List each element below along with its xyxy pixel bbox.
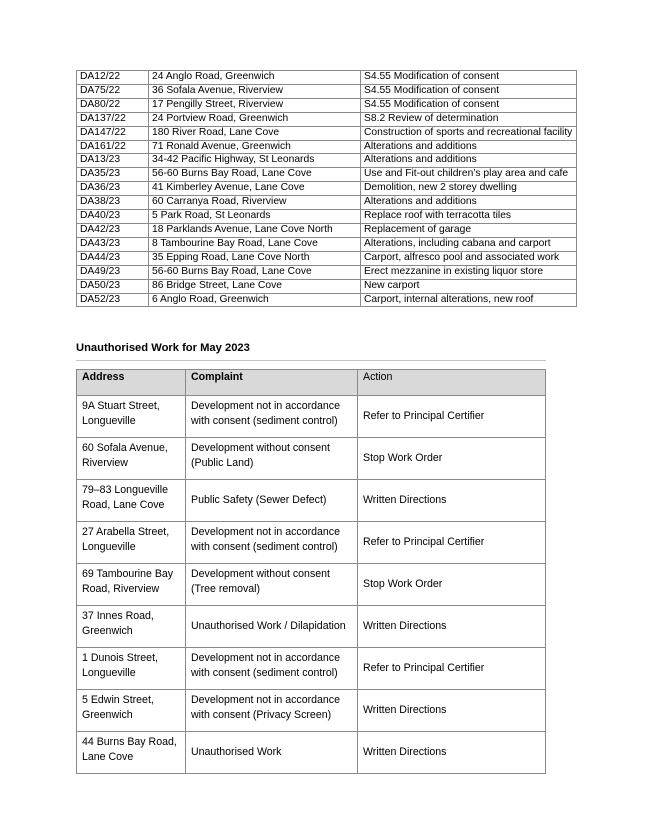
uw-address: 44 Burns Bay Road, Lane Cove [77, 732, 186, 774]
uw-action: Refer to Principal Certifier [358, 522, 546, 564]
da-description: S4.55 Modification of consent [361, 84, 577, 98]
da-table [76, 70, 577, 307]
da-address: 24 Anglo Road, Greenwich [149, 71, 361, 85]
da-address: 36 Sofala Avenue, Riverview [149, 84, 361, 98]
da-number: DA50/23 [77, 279, 149, 293]
da-description: Alterations and additions [361, 196, 577, 210]
da-number: DA40/23 [77, 210, 149, 224]
table-row [77, 251, 577, 265]
da-description: Erect mezzanine in existing liquor store [361, 265, 577, 279]
da-number: DA75/22 [77, 84, 149, 98]
uw-action: Written Directions [358, 732, 546, 774]
column-header-action: Action [358, 370, 546, 396]
da-address: 5 Park Road, St Leonards [149, 210, 361, 224]
table-row [77, 265, 577, 279]
da-address: 17 Pengilly Street, Riverview [149, 98, 361, 112]
table-row [77, 154, 577, 168]
da-address: 35 Epping Road, Lane Cove North [149, 251, 361, 265]
da-address: 8 Tambourine Bay Road, Lane Cove [149, 237, 361, 251]
da-number: DA12/22 [77, 71, 149, 85]
da-address: 71 Ronald Avenue, Greenwich [149, 140, 361, 154]
uw-complaint: Unauthorised Work / Dilapidation [186, 606, 358, 648]
da-address: 24 Portview Road, Greenwich [149, 112, 361, 126]
uw-address: 60 Sofala Avenue, Riverview [77, 438, 186, 480]
da-address: 180 River Road, Lane Cove [149, 126, 361, 140]
da-number: DA42/23 [77, 223, 149, 237]
uw-complaint: Development without consent (Tree removal) [186, 564, 358, 606]
table-row [77, 732, 546, 774]
da-description: S4.55 Modification of consent [361, 71, 577, 85]
da-description: Alterations, including cabana and carport [361, 237, 577, 251]
uw-address: 1 Dunois Street, Longueville [77, 648, 186, 690]
uw-complaint: Development not in accordance with consent (sediment control) [186, 522, 358, 564]
uw-complaint: Unauthorised Work [186, 732, 358, 774]
da-number: DA36/23 [77, 182, 149, 196]
uw-action: Written Directions [358, 606, 546, 648]
table-row [77, 196, 577, 210]
da-number: DA49/23 [77, 265, 149, 279]
table-row [77, 564, 546, 606]
da-address: 56-60 Burns Bay Road, Lane Cove [149, 168, 361, 182]
da-description: Construction of sports and recreational facility [361, 126, 577, 140]
table-row [77, 522, 546, 564]
table-row [77, 84, 577, 98]
da-address: 60 Carranya Road, Riverview [149, 196, 361, 210]
table-header-row [77, 370, 546, 396]
table-row [77, 396, 546, 438]
uw-action: Stop Work Order [358, 438, 546, 480]
table-row [77, 112, 577, 126]
column-header-address: Address [77, 370, 186, 396]
uw-action: Refer to Principal Certifier [358, 396, 546, 438]
uw-address: 5 Edwin Street, Greenwich [77, 690, 186, 732]
da-description: New carport [361, 279, 577, 293]
da-number: DA35/23 [77, 168, 149, 182]
da-description: Alterations and additions [361, 140, 577, 154]
table-row [77, 438, 546, 480]
uw-address: 27 Arabella Street, Longueville [77, 522, 186, 564]
uw-address: 37 Innes Road, Greenwich [77, 606, 186, 648]
da-number: DA80/22 [77, 98, 149, 112]
da-address: 18 Parklands Avenue, Lane Cove North [149, 223, 361, 237]
uw-address: 79–83 Longueville Road, Lane Cove [77, 480, 186, 522]
da-number: DA147/22 [77, 126, 149, 140]
table-row [77, 140, 577, 154]
da-number: DA13/23 [77, 154, 149, 168]
uw-complaint: Public Safety (Sewer Defect) [186, 480, 358, 522]
table-row [77, 71, 577, 85]
uw-action: Written Directions [358, 480, 546, 522]
column-header-complaint: Complaint [186, 370, 358, 396]
da-address: 56-60 Burns Bay Road, Lane Cove [149, 265, 361, 279]
uw-complaint: Development without consent (Public Land) [186, 438, 358, 480]
table-row [77, 606, 546, 648]
uw-action: Stop Work Order [358, 564, 546, 606]
da-number: DA161/22 [77, 140, 149, 154]
da-number: DA38/23 [77, 196, 149, 210]
da-address: 6 Anglo Road, Greenwich [149, 293, 361, 307]
da-number: DA52/23 [77, 293, 149, 307]
uw-action: Refer to Principal Certifier [358, 648, 546, 690]
table-row [77, 648, 546, 690]
uw-complaint: Development not in accordance with consent (sediment control) [186, 396, 358, 438]
table-row [77, 293, 577, 307]
table-row [77, 690, 546, 732]
table-row [77, 182, 577, 196]
uw-action: Written Directions [358, 690, 546, 732]
da-description: Carport, internal alterations, new roof [361, 293, 577, 307]
da-description: Demolition, new 2 storey dwelling [361, 182, 577, 196]
da-description: Use and Fit-out children’s play area and cafe [361, 168, 577, 182]
table-row [77, 480, 546, 522]
uw-address: 69 Tambourine Bay Road, Riverview [77, 564, 186, 606]
table-row [77, 279, 577, 293]
da-description: Replacement of garage [361, 223, 577, 237]
da-description: Alterations and additions [361, 154, 577, 168]
da-number: DA44/23 [77, 251, 149, 265]
uw-address: 9A Stuart Street, Longueville [77, 396, 186, 438]
da-address: 41 Kimberley Avenue, Lane Cove [149, 182, 361, 196]
table-row [77, 126, 577, 140]
table-row [77, 237, 577, 251]
unauthorised-work-table [76, 369, 546, 774]
table-row [77, 223, 577, 237]
section-heading: Unauthorised Work for May 2023 [76, 342, 546, 361]
uw-complaint: Development not in accordance with consent (Privacy Screen) [186, 690, 358, 732]
da-description: Carport, alfresco pool and associated work [361, 251, 577, 265]
da-address: 34-42 Pacific Highway, St Leonards [149, 154, 361, 168]
table-row [77, 210, 577, 224]
da-description: S8.2 Review of determination [361, 112, 577, 126]
da-number: DA137/22 [77, 112, 149, 126]
table-row [77, 98, 577, 112]
da-description: Replace roof with terracotta tiles [361, 210, 577, 224]
da-description: S4.55 Modification of consent [361, 98, 577, 112]
table-row [77, 168, 577, 182]
uw-complaint: Development not in accordance with consent (sediment control) [186, 648, 358, 690]
da-address: 86 Bridge Street, Lane Cove [149, 279, 361, 293]
da-number: DA43/23 [77, 237, 149, 251]
